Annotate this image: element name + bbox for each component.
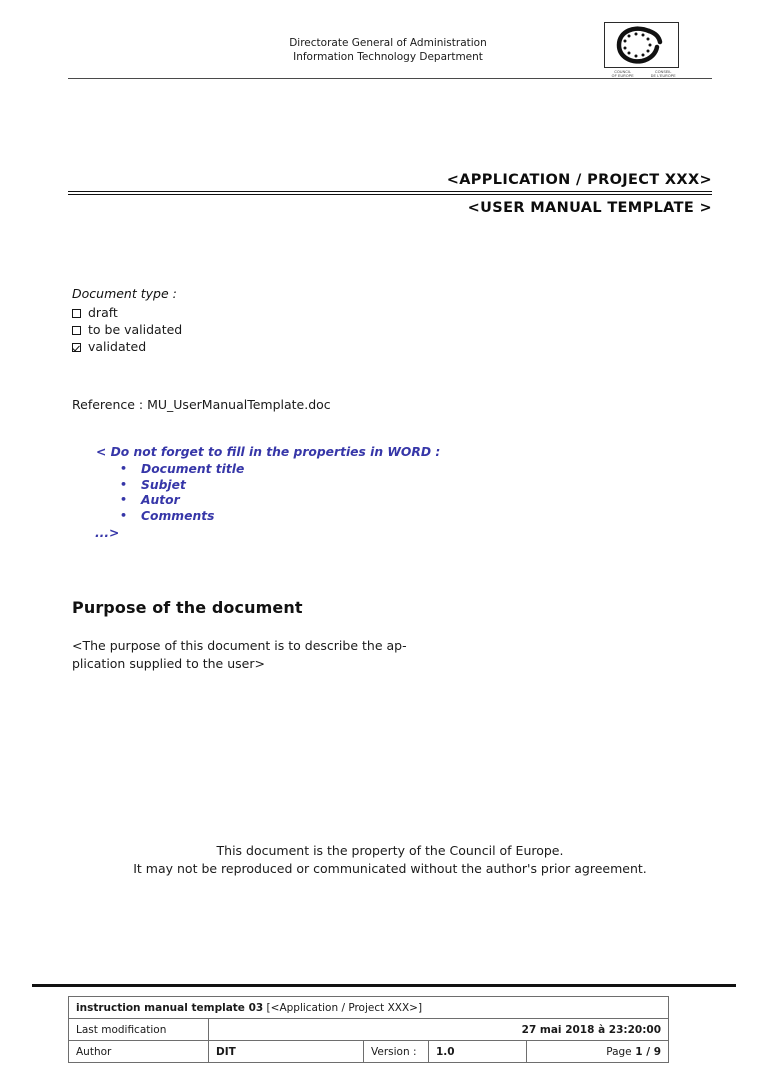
document-type-option-label: draft — [88, 305, 118, 320]
purpose-heading: Purpose of the document — [72, 598, 303, 617]
footer-author-value: DIT — [209, 1041, 364, 1063]
footer-divider — [32, 984, 736, 987]
note-list-item: • Document title — [96, 462, 576, 478]
word-properties-note — [96, 444, 576, 542]
document-type-option-to-be-validated[interactable] — [72, 322, 472, 338]
footer-last-modification-label: Last modification — [69, 1019, 209, 1041]
reference-line: Reference : MU_UserManualTemplate.doc — [72, 397, 331, 412]
user-manual-template-title: <USER MANUAL TEMPLATE > — [467, 200, 712, 216]
header-department-line-1: Directorate General of Administration — [289, 37, 487, 49]
header-divider — [68, 78, 712, 79]
document-type-label: Document type : — [72, 286, 177, 301]
logo-caption-fr: CONSEIL DE L'EUROPE — [650, 70, 676, 79]
header-department-line-2: Information Technology Department — [293, 51, 483, 63]
note-list — [96, 462, 576, 524]
table-row — [69, 1019, 669, 1041]
note-tail: ...> — [95, 526, 120, 540]
document-type-section — [72, 286, 472, 356]
footer-version-label: Version : — [364, 1041, 429, 1063]
note-list-item: • Autor — [96, 493, 576, 509]
document-type-option-label: validated — [88, 339, 147, 354]
property-notice — [68, 842, 712, 878]
application-project-title: <APPLICATION / PROJECT XXX> — [446, 172, 712, 188]
council-of-europe-logo — [604, 22, 679, 68]
footer-page-value: 1 / 9 — [635, 1045, 662, 1058]
council-of-europe-emblem-icon — [605, 23, 678, 67]
checkbox-unchecked-icon[interactable] — [72, 326, 81, 335]
footer-page-cell — [527, 1041, 669, 1063]
footer-table — [68, 996, 669, 1063]
checkbox-checked-icon[interactable] — [72, 343, 81, 352]
property-notice-line-2: It may not be reproduced or communicated without the author's prior agreement. — [133, 861, 647, 876]
purpose-body-line-2: plication supplied to the user> — [72, 655, 265, 671]
footer-last-modification-value: 27 mai 2018 à 23:20:00 — [209, 1019, 669, 1041]
document-type-option-draft[interactable] — [72, 305, 472, 321]
checkbox-unchecked-icon[interactable] — [72, 309, 81, 318]
header-department-text — [218, 36, 558, 64]
note-heading: < Do not forget to fill in the properties in WORD : — [96, 445, 441, 459]
note-list-item: • Comments — [96, 509, 576, 525]
document-type-option-validated[interactable] — [72, 339, 472, 355]
footer-template-name: instruction manual template 03 — [76, 1001, 264, 1014]
logo-caption-en: COUNCIL OF EUROPE — [611, 70, 634, 79]
table-row — [69, 1041, 669, 1063]
footer-author-label: Author — [69, 1041, 209, 1063]
document-type-option-label: to be validated — [88, 322, 183, 337]
footer-template-project: [<Application / Project XXX>] — [266, 1001, 423, 1014]
footer-page-label: Page — [606, 1045, 632, 1058]
footer-template-cell — [69, 997, 669, 1019]
document-header — [68, 22, 712, 80]
footer-version-value: 1.0 — [429, 1041, 527, 1063]
purpose-body-line-1: <The purpose of this document is to describe the ap- — [72, 638, 407, 653]
property-notice-line-1: This document is the property of the Council of Europe. — [216, 843, 564, 858]
title-block — [68, 172, 712, 216]
note-list-item: • Subjet — [96, 478, 576, 494]
table-row — [69, 997, 669, 1019]
purpose-body — [72, 637, 427, 672]
